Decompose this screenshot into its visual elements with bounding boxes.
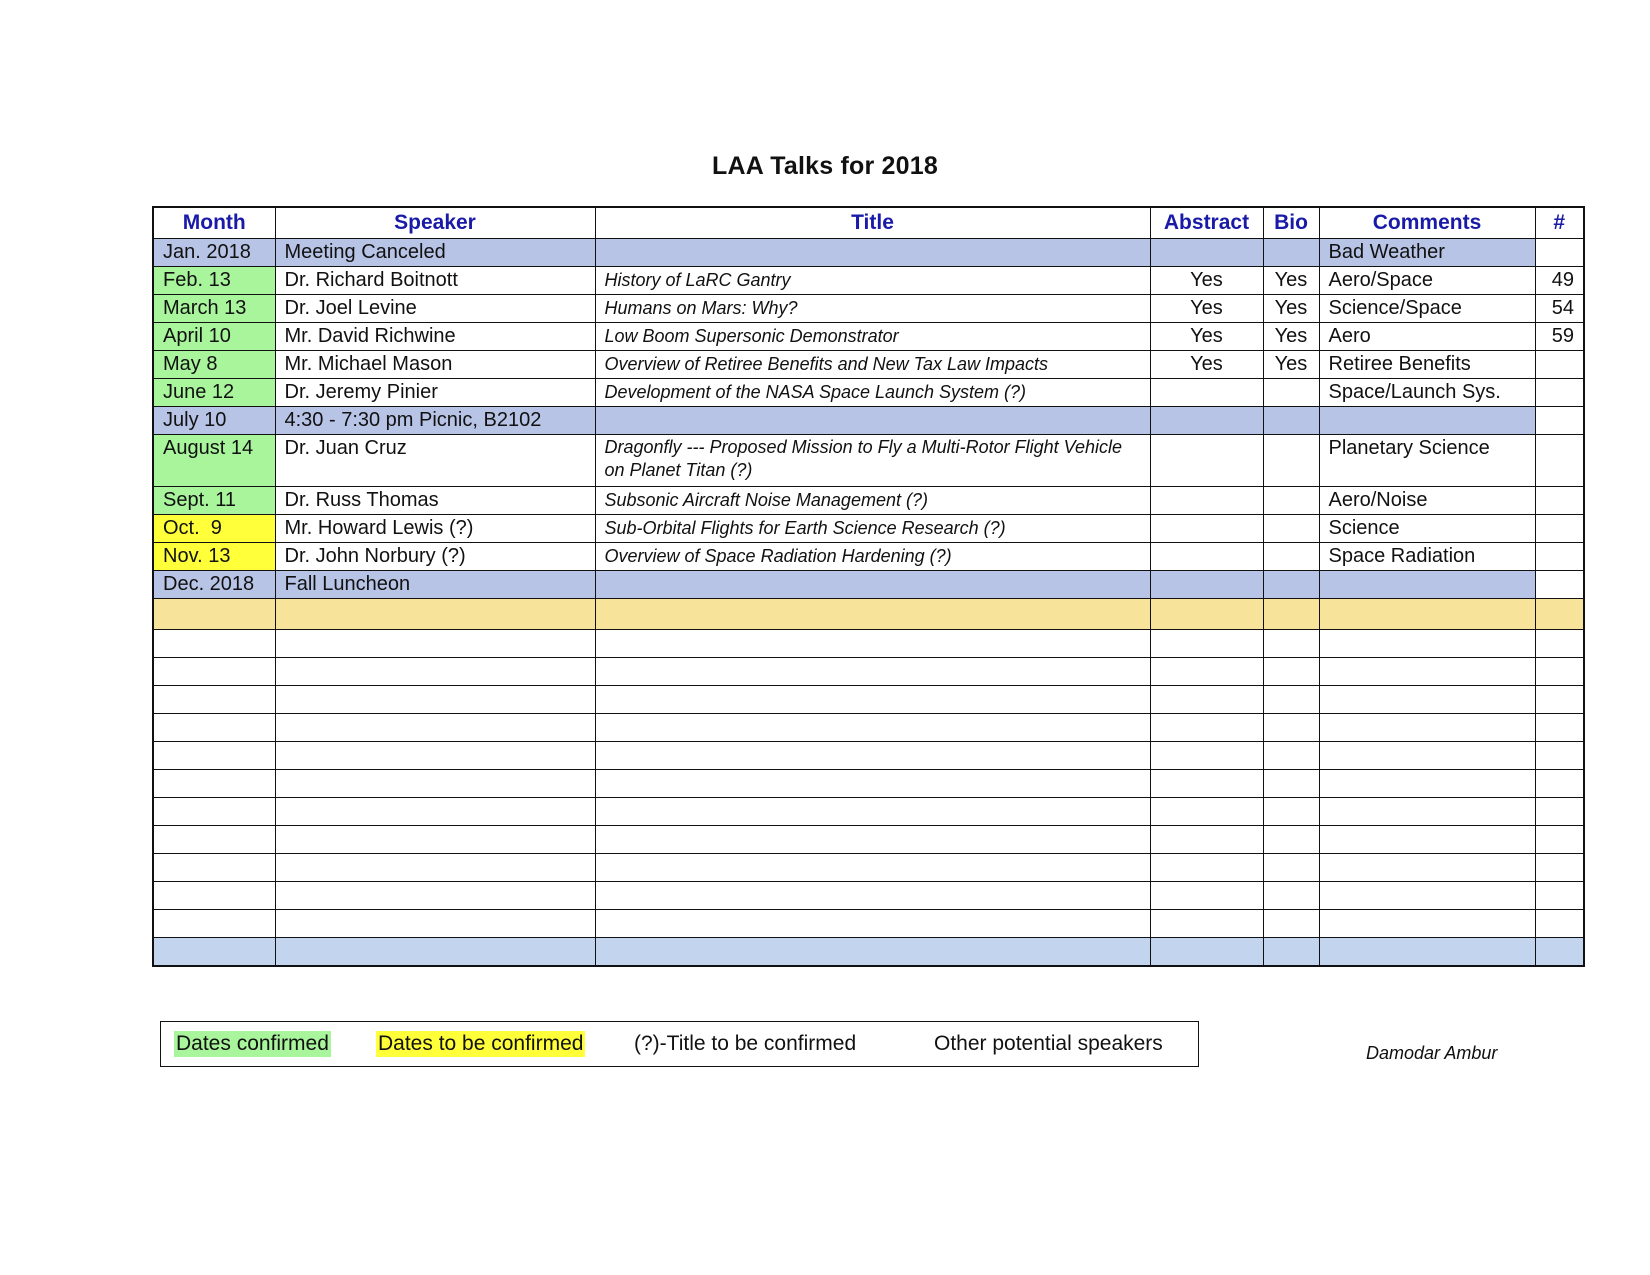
cell-number	[1535, 351, 1584, 379]
empty-cell	[1263, 854, 1319, 882]
cell-title: Overview of Space Radiation Hardening (?)	[595, 543, 1150, 571]
empty-cell	[1535, 742, 1584, 770]
empty-cell	[275, 882, 595, 910]
cell-abstract: Yes	[1150, 295, 1263, 323]
cell-bio	[1263, 515, 1319, 543]
empty-cell	[1263, 910, 1319, 938]
empty-row	[153, 686, 1584, 714]
cell-comments: Science	[1319, 515, 1535, 543]
empty-cell	[595, 658, 1150, 686]
empty-cell	[1535, 770, 1584, 798]
empty-cell	[595, 826, 1150, 854]
empty-cell	[1263, 938, 1319, 967]
empty-row	[153, 770, 1584, 798]
cell-month: Dec. 2018	[153, 571, 275, 599]
cell-title: Subsonic Aircraft Noise Management (?)	[595, 487, 1150, 515]
empty-cell	[1150, 599, 1263, 630]
cell-abstract	[1150, 435, 1263, 487]
cell-comments: Planetary Science	[1319, 435, 1535, 487]
cell-month: April 10	[153, 323, 275, 351]
empty-cell	[275, 826, 595, 854]
empty-cell	[275, 798, 595, 826]
empty-cell	[595, 742, 1150, 770]
cell-comments	[1319, 407, 1535, 435]
table-row	[153, 515, 1584, 543]
cell-number	[1535, 239, 1584, 267]
header-speaker: Speaker	[275, 207, 595, 239]
table-row	[153, 379, 1584, 407]
empty-row	[153, 599, 1584, 630]
table-row	[153, 543, 1584, 571]
empty-cell	[153, 910, 275, 938]
cell-title: Sub-Orbital Flights for Earth Science Research (?)	[595, 515, 1150, 543]
cell-speaker: Dr. Jeremy Pinier	[275, 379, 595, 407]
cell-month: Oct. 9	[153, 515, 275, 543]
cell-number: 59	[1535, 323, 1584, 351]
empty-cell	[595, 854, 1150, 882]
cell-comments	[1319, 571, 1535, 599]
cell-month: July 10	[153, 407, 275, 435]
cell-title: Development of the NASA Space Launch System (?)	[595, 379, 1150, 407]
empty-cell	[275, 714, 595, 742]
empty-cell	[1263, 599, 1319, 630]
empty-cell	[595, 686, 1150, 714]
empty-cell	[1263, 630, 1319, 658]
cell-speaker: Fall Luncheon	[275, 571, 595, 599]
cell-speaker: Dr. Russ Thomas	[275, 487, 595, 515]
empty-cell	[595, 599, 1150, 630]
empty-cell	[1319, 854, 1535, 882]
empty-cell	[275, 910, 595, 938]
cell-month: June 12	[153, 379, 275, 407]
header-title: Title	[595, 207, 1150, 239]
cell-number	[1535, 379, 1584, 407]
empty-row	[153, 826, 1584, 854]
cell-title	[595, 239, 1150, 267]
empty-cell	[275, 686, 595, 714]
cell-bio: Yes	[1263, 351, 1319, 379]
table-row	[153, 435, 1584, 487]
empty-cell	[1150, 742, 1263, 770]
empty-cell	[1319, 910, 1535, 938]
empty-cell	[1263, 882, 1319, 910]
empty-cell	[1319, 826, 1535, 854]
cell-number	[1535, 435, 1584, 487]
empty-cell	[1150, 630, 1263, 658]
cell-title: Humans on Mars: Why?	[595, 295, 1150, 323]
empty-cell	[1319, 714, 1535, 742]
empty-row	[153, 938, 1584, 967]
empty-cell	[1319, 686, 1535, 714]
cell-speaker: Mr. Howard Lewis (?)	[275, 515, 595, 543]
cell-title	[595, 571, 1150, 599]
empty-cell	[1319, 938, 1535, 967]
cell-bio	[1263, 543, 1319, 571]
cell-abstract: Yes	[1150, 267, 1263, 295]
empty-row	[153, 714, 1584, 742]
empty-cell	[1535, 599, 1584, 630]
cell-title	[595, 407, 1150, 435]
empty-cell	[1319, 882, 1535, 910]
cell-month: March 13	[153, 295, 275, 323]
cell-speaker: Mr. Michael Mason	[275, 351, 595, 379]
cell-title: Low Boom Supersonic Demonstrator	[595, 323, 1150, 351]
empty-cell	[153, 938, 275, 967]
cell-abstract	[1150, 487, 1263, 515]
empty-cell	[275, 599, 595, 630]
cell-speaker: Meeting Canceled	[275, 239, 595, 267]
empty-cell	[153, 826, 275, 854]
cell-speaker: Dr. Juan Cruz	[275, 435, 595, 487]
talks-table	[152, 206, 1585, 967]
cell-number	[1535, 543, 1584, 571]
empty-cell	[1319, 630, 1535, 658]
cell-comments: Space/Launch Sys.	[1319, 379, 1535, 407]
empty-row	[153, 630, 1584, 658]
cell-abstract: Yes	[1150, 323, 1263, 351]
cell-number	[1535, 515, 1584, 543]
cell-bio	[1263, 379, 1319, 407]
cell-title: History of LaRC Gantry	[595, 267, 1150, 295]
empty-row	[153, 882, 1584, 910]
cell-speaker: Dr. Richard Boitnott	[275, 267, 595, 295]
empty-row	[153, 854, 1584, 882]
empty-cell	[153, 686, 275, 714]
cell-abstract	[1150, 239, 1263, 267]
empty-cell	[153, 798, 275, 826]
empty-cell	[1150, 770, 1263, 798]
legend-other-speakers: Other potential speakers	[934, 1032, 1163, 1055]
empty-cell	[1263, 742, 1319, 770]
cell-comments: Retiree Benefits	[1319, 351, 1535, 379]
empty-cell	[595, 910, 1150, 938]
empty-cell	[1150, 854, 1263, 882]
cell-speaker: 4:30 - 7:30 pm Picnic, B2102	[275, 407, 595, 435]
empty-cell	[595, 770, 1150, 798]
empty-cell	[1263, 770, 1319, 798]
empty-cell	[1150, 658, 1263, 686]
empty-cell	[153, 714, 275, 742]
cell-bio: Yes	[1263, 267, 1319, 295]
author-name: Damodar Ambur	[1366, 1043, 1498, 1063]
empty-cell	[1263, 686, 1319, 714]
cell-bio: Yes	[1263, 295, 1319, 323]
cell-number	[1535, 487, 1584, 515]
empty-cell	[153, 630, 275, 658]
empty-cell	[595, 882, 1150, 910]
empty-row	[153, 798, 1584, 826]
empty-cell	[275, 938, 595, 967]
cell-abstract	[1150, 379, 1263, 407]
table-row	[153, 571, 1584, 599]
empty-cell	[275, 854, 595, 882]
empty-cell	[153, 599, 275, 630]
empty-cell	[1150, 938, 1263, 967]
cell-comments: Aero	[1319, 323, 1535, 351]
cell-month: August 14	[153, 435, 275, 487]
cell-number: 54	[1535, 295, 1584, 323]
empty-row	[153, 658, 1584, 686]
empty-cell	[1535, 882, 1584, 910]
empty-cell	[1150, 882, 1263, 910]
cell-number	[1535, 407, 1584, 435]
table-row	[153, 239, 1584, 267]
empty-cell	[1150, 910, 1263, 938]
table-header-row	[153, 207, 1584, 239]
empty-cell	[1319, 798, 1535, 826]
table-row	[153, 323, 1584, 351]
cell-abstract: Yes	[1150, 351, 1263, 379]
cell-speaker: Dr. John Norbury (?)	[275, 543, 595, 571]
cell-bio: Yes	[1263, 323, 1319, 351]
cell-speaker: Mr. David Richwine	[275, 323, 595, 351]
table-row	[153, 407, 1584, 435]
cell-abstract	[1150, 543, 1263, 571]
empty-cell	[595, 714, 1150, 742]
legend-to-be-confirmed: Dates to be confirmed	[378, 1032, 584, 1055]
cell-comments: Bad Weather	[1319, 239, 1535, 267]
cell-title: Dragonfly --- Proposed Mission to Fly a Multi-Rotor Flight Vehicle on Planet Titan (?)	[595, 435, 1150, 487]
empty-cell	[1535, 798, 1584, 826]
cell-speaker: Dr. Joel Levine	[275, 295, 595, 323]
cell-month: May 8	[153, 351, 275, 379]
empty-cell	[1535, 630, 1584, 658]
cell-bio	[1263, 435, 1319, 487]
legend-title-note: (?)-Title to be confirmed	[634, 1032, 857, 1055]
cell-bio	[1263, 407, 1319, 435]
empty-cell	[1535, 826, 1584, 854]
empty-cell	[153, 742, 275, 770]
empty-cell	[1535, 854, 1584, 882]
cell-abstract	[1150, 515, 1263, 543]
table-row	[153, 487, 1584, 515]
table-row	[153, 351, 1584, 379]
table-row	[153, 295, 1584, 323]
empty-cell	[1535, 910, 1584, 938]
cell-month: Sept. 11	[153, 487, 275, 515]
empty-cell	[275, 630, 595, 658]
legend-confirmed: Dates confirmed	[176, 1032, 329, 1055]
empty-cell	[1150, 714, 1263, 742]
cell-title: Overview of Retiree Benefits and New Tax Law Impacts	[595, 351, 1150, 379]
empty-cell	[1150, 798, 1263, 826]
empty-cell	[1263, 714, 1319, 742]
cell-comments: Space Radiation	[1319, 543, 1535, 571]
empty-cell	[595, 630, 1150, 658]
empty-cell	[1263, 798, 1319, 826]
empty-cell	[153, 658, 275, 686]
empty-cell	[595, 798, 1150, 826]
empty-cell	[153, 854, 275, 882]
empty-cell	[153, 882, 275, 910]
empty-cell	[275, 770, 595, 798]
header-number: #	[1535, 207, 1584, 239]
header-month: Month	[153, 207, 275, 239]
page-title: LAA Talks for 2018	[712, 152, 938, 180]
empty-cell	[1263, 826, 1319, 854]
empty-row	[153, 910, 1584, 938]
header-abstract: Abstract	[1150, 207, 1263, 239]
cell-bio	[1263, 487, 1319, 515]
empty-row	[153, 742, 1584, 770]
empty-cell	[1319, 742, 1535, 770]
empty-cell	[275, 742, 595, 770]
legend-box	[160, 1021, 1199, 1067]
cell-bio	[1263, 571, 1319, 599]
empty-cell	[1319, 599, 1535, 630]
empty-cell	[275, 658, 595, 686]
header-comments: Comments	[1319, 207, 1535, 239]
cell-bio	[1263, 239, 1319, 267]
cell-abstract	[1150, 571, 1263, 599]
empty-cell	[1263, 658, 1319, 686]
empty-cell	[1535, 686, 1584, 714]
cell-month: Feb. 13	[153, 267, 275, 295]
cell-comments: Aero/Space	[1319, 267, 1535, 295]
table-row	[153, 267, 1584, 295]
empty-cell	[1535, 938, 1584, 967]
header-bio: Bio	[1263, 207, 1319, 239]
empty-cell	[1150, 826, 1263, 854]
cell-comments: Aero/Noise	[1319, 487, 1535, 515]
empty-cell	[1535, 714, 1584, 742]
empty-cell	[153, 770, 275, 798]
cell-comments: Science/Space	[1319, 295, 1535, 323]
cell-number	[1535, 571, 1584, 599]
cell-number: 49	[1535, 267, 1584, 295]
empty-cell	[1319, 658, 1535, 686]
empty-cell	[1319, 770, 1535, 798]
cell-month: Nov. 13	[153, 543, 275, 571]
empty-cell	[1150, 686, 1263, 714]
empty-cell	[595, 938, 1150, 967]
cell-abstract	[1150, 407, 1263, 435]
cell-month: Jan. 2018	[153, 239, 275, 267]
empty-cell	[1535, 658, 1584, 686]
